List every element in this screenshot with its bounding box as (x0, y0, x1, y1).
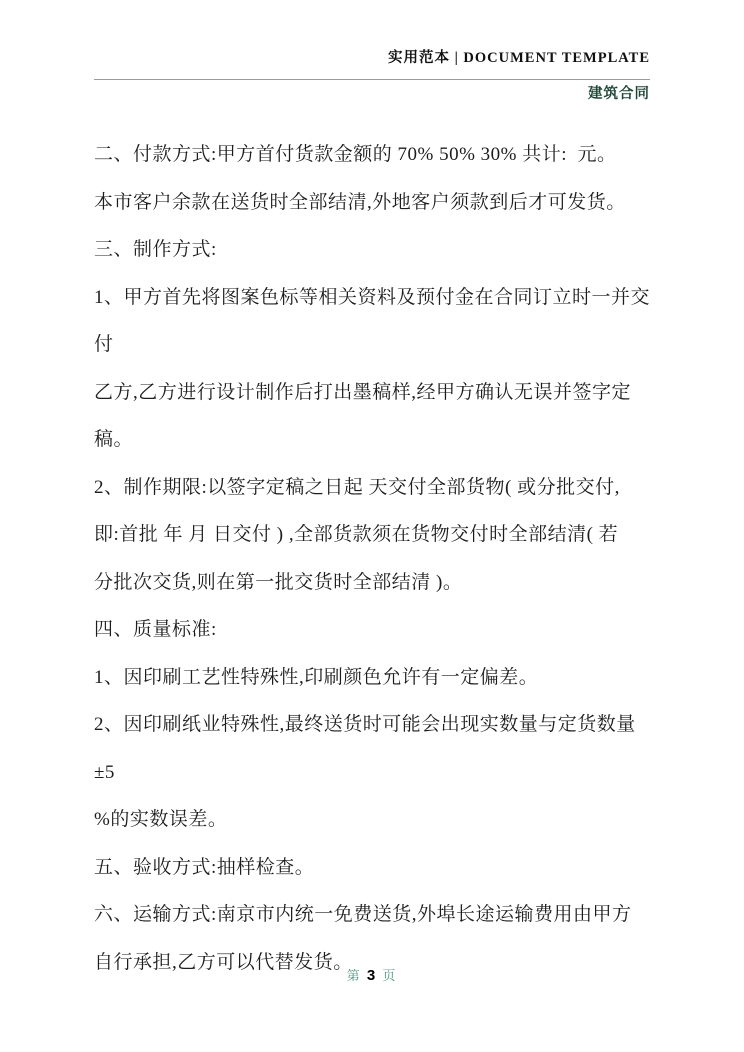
page-header (0, 0, 744, 103)
footer-suffix: 页 (382, 968, 398, 983)
document-line: 稿。 (94, 429, 134, 450)
header-divider (94, 79, 650, 80)
document-line: 三、制作方式: (94, 239, 217, 260)
document-line: %的实数误差。 (94, 809, 228, 830)
document-line: 2、因印刷纸业特殊性,最终送货时可能会出现实数量与定货数量±5 (94, 714, 636, 783)
document-line: 本市客户余款在送货时全部结清,外地客户须款到后才可发货。 (94, 191, 626, 213)
document-body (0, 131, 744, 986)
footer-prefix: 第 (346, 968, 362, 983)
header-brand-text: 实用范本 | DOCUMENT TEMPLATE (387, 50, 650, 66)
document-line: 1、因印刷工艺性特殊性,印刷颜色允许有一定偏差。 (94, 666, 539, 688)
page-footer (0, 965, 744, 984)
document-line: 1、甲方首先将图案色标等相关资料及预付金在合同订立时一并交付 (94, 286, 651, 355)
document-line: 四、质量标准: (94, 619, 217, 640)
header-doc-type: 建筑合同 (588, 86, 650, 102)
document-line: 六、运输方式:南京市内统一免费送货,外埠长途运输费用由甲方 (94, 904, 632, 925)
document-line: 二、付款方式:甲方首付货款金额的 70% 50% 30% 共计: 元。 (94, 144, 617, 165)
footer-page-number: 3 (366, 967, 378, 984)
document-line: 五、验收方式:抽样检查。 (94, 856, 315, 878)
document-line: 分批次交货,则在第一批交货时全部结清 )。 (94, 571, 463, 593)
document-line: 乙方,乙方进行设计制作后打出墨稿样,经甲方确认无误并签字定 (94, 381, 632, 403)
document-line: 2、制作期限:以签字定稿之日起 天交付全部货物( 或分批交付, (94, 476, 620, 498)
document-line: 自行承担,乙方可以代替发货。 (94, 951, 353, 973)
document-line: 即:首批 年 月 日交付 ) ,全部货款须在货物交付时全部结清( 若 (94, 524, 619, 545)
